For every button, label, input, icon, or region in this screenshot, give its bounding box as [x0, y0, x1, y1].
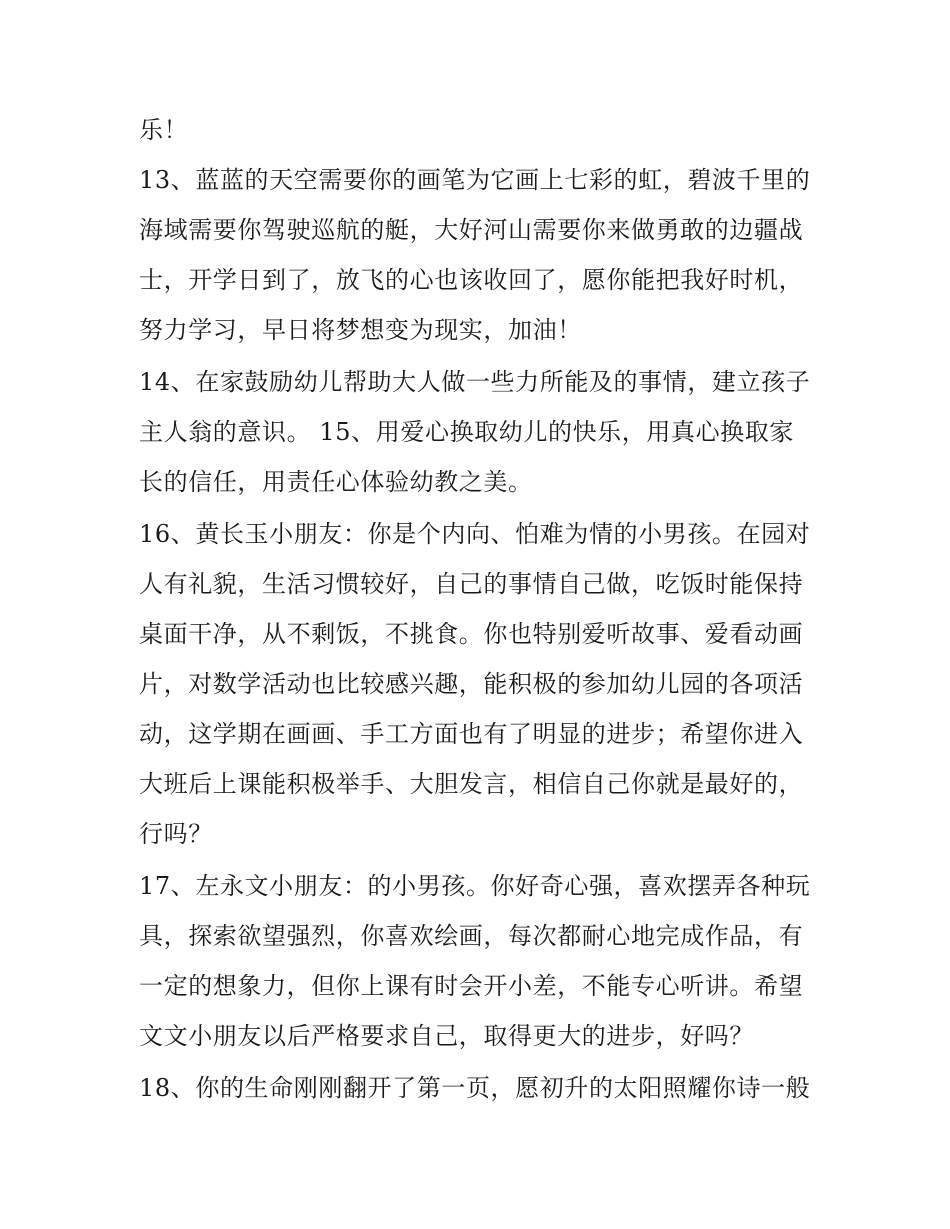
text-line: 长的信任，用责任心体验幼教之美。 — [139, 468, 533, 496]
text-line: 人有礼貌，生活习惯较好，自己的事情自己做，吃饭时能保持 — [139, 570, 804, 598]
text-line: 文文小朋友以后严格要求自己，取得更大的进步，好吗？ — [139, 1022, 754, 1050]
text-line: 一定的想象力，但你上课有时会开小差，不能专心听讲。希望 — [139, 972, 804, 1000]
text-line: 16、黄长玉小朋友：你是个内向、怕难为情的小男孩。在园对 — [139, 520, 811, 548]
text-line: 大班后上课能积极举手、大胆发言，相信自己你就是最好的， — [139, 770, 804, 798]
text-line: 桌面干净，从不剩饭，不挑食。你也特别爱听故事、爱看动画 — [139, 620, 804, 648]
text-line: 片，对数学活动也比较感兴趣，能积极的参加幼儿园的各项活 — [139, 670, 804, 698]
text-line: 海域需要你驾驶巡航的艇，大好河山需要你来做勇敢的边疆战 — [139, 216, 804, 244]
text-line: 18、你的生命刚刚翻开了第一页，愿初升的太阳照耀你诗一般 — [139, 1074, 811, 1102]
text-line: 具，探索欲望强烈，你喜欢绘画，每次都耐心地完成作品，有 — [139, 922, 804, 950]
text-line: 动，这学期在画画、手工方面也有了明显的进步；希望你进入 — [139, 720, 804, 748]
text-line: 行吗？ — [139, 820, 213, 848]
text-line: 主人翁的意识。 15、用爱心换取幼儿的快乐，用真心换取家 — [139, 418, 794, 446]
text-line: 努力学习，早日将梦想变为现实，加油！ — [139, 316, 582, 344]
text-line: 17、左永文小朋友：的小男孩。你好奇心强，喜欢摆弄各种玩 — [139, 872, 811, 900]
text-line: 士，开学日到了，放飞的心也该收回了，愿你能把我好时机， — [139, 266, 804, 294]
text-line: 13、蓝蓝的天空需要你的画笔为它画上七彩的虹，碧波千里的 — [139, 166, 811, 194]
text-line: 14、在家鼓励幼儿帮助大人做一些力所能及的事情，建立孩子 — [139, 368, 811, 396]
text-line: 乐！ — [139, 116, 189, 144]
